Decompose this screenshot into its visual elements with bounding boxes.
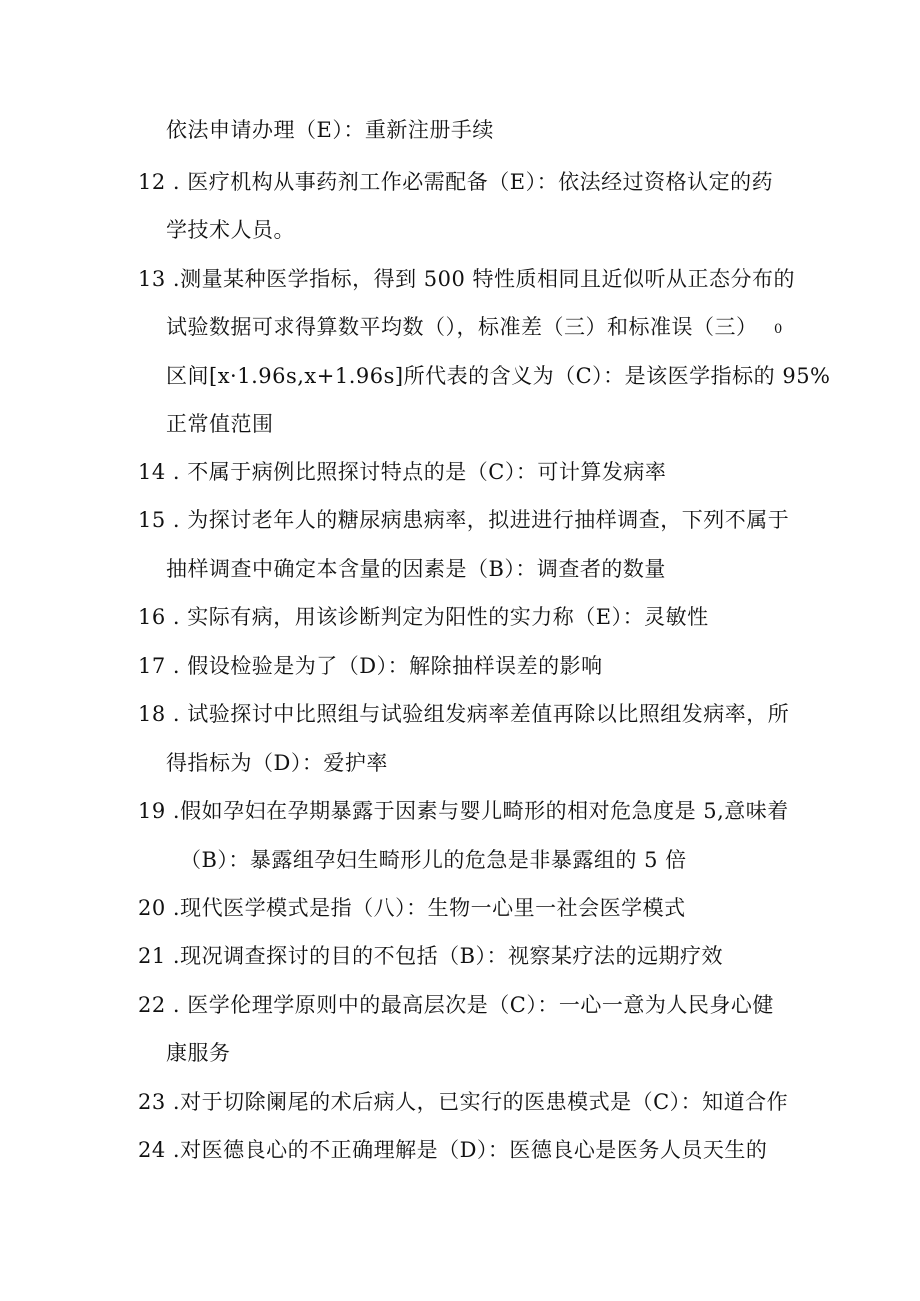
text-line-13: 18 . 试验探讨中比照组与试验组发病率差值再除以比照组发病率，所 bbox=[138, 702, 790, 726]
text-line-8: 14 . 不属于病例比照探讨特点的是（C）：可计算发病率 bbox=[138, 460, 667, 484]
text-line-18: 21 .现况调查探讨的目的不包括（B）：视察某疗法的远期疗效 bbox=[138, 944, 724, 968]
text-line-19: 22 . 医学伦理学原则中的最高层次是（C）：一心一意为人民身心健 bbox=[138, 993, 774, 1017]
text-line-9: 15 . 为探讨老年人的糖尿病患病率，拟进进行抽样调查，下列不属于 bbox=[138, 508, 790, 532]
text-line-12: 17 . 假设检验是为了（D）：解除抽样误差的影响 bbox=[138, 654, 603, 678]
text-line-22: 24 .对医德良心的不正确理解是（D）：医德良心是医务人员天生的 bbox=[138, 1138, 768, 1162]
text-line-5: 试验数据可求得算数平均数（），标准差（三）和标准误（三） bbox=[166, 315, 758, 339]
text-line-15: 19 .假如孕妇在孕期暴露于因素与婴儿畸形的相对危急度是 5,意味着 bbox=[138, 799, 789, 823]
text-line-4: 13 .测量某种医学指标，得到 500 特性质相同且近似听从正态分布的 bbox=[138, 267, 796, 291]
text-line-10: 抽样调查中确定本含量的因素是（B）：调查者的数量 bbox=[166, 557, 666, 581]
text-line-7: 正常值范围 bbox=[166, 412, 274, 436]
text-line-20: 康服务 bbox=[166, 1041, 231, 1065]
text-line-6: 区间[x·1.96s,x+1.96s]所代表的含义为（C）：是该医学指标的 95% bbox=[166, 364, 831, 388]
text-line-3: 学技术人员。 bbox=[166, 218, 295, 242]
text-line-11: 16 . 实际有病，用该诊断判定为阳性的实力称（E）：灵敏性 bbox=[138, 605, 709, 629]
text-line-16: （B）：暴露组孕妇生畸形儿的危急是非暴露组的 5 倍 bbox=[180, 848, 687, 872]
text-line-21: 23 .对于切除阑尾的术后病人，已实行的医患模式是（C）：知道合作 bbox=[138, 1090, 789, 1114]
text-line-17: 20 .现代医学模式是指（八）：生物一心里一社会医学模式 bbox=[138, 896, 686, 920]
text-line-2: 12 . 医疗机构从事药剂工作必需配备（E）：依法经过资格认定的药 bbox=[138, 170, 774, 194]
text-line-14: 得指标为（D）：爱护率 bbox=[166, 751, 388, 775]
footnote-mark: 0 bbox=[774, 322, 783, 337]
text-line-1: 依法申请办理（E）：重新注册手续 bbox=[166, 118, 494, 142]
